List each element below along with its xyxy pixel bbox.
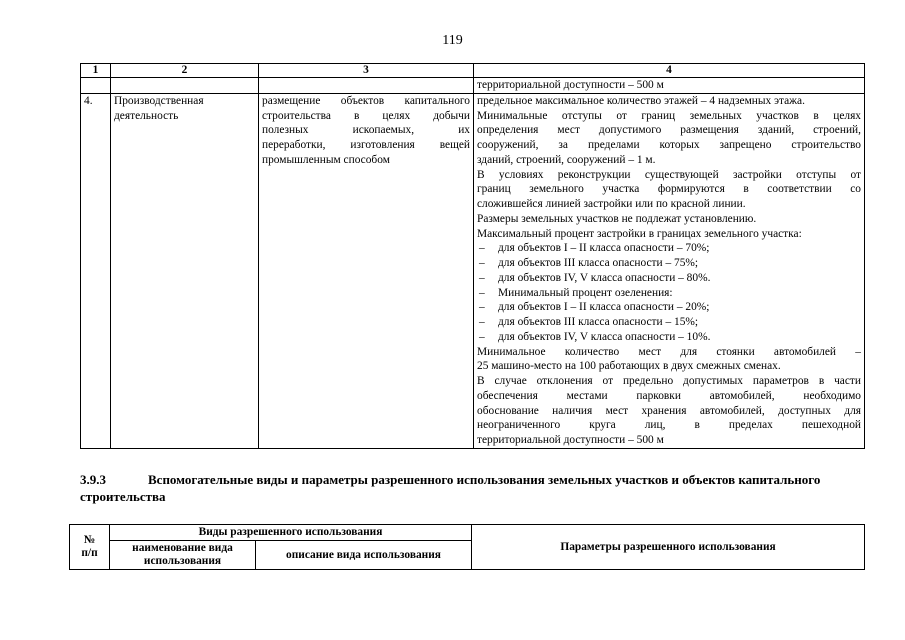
parameter-line: сооружений, за пределами которых запрещено строительство [477,139,861,151]
parameter-line: Минимальные отступы от границ земельных участков в целях [477,109,861,122]
parameter-line: границ земельного участка формируются в соответствии со [477,183,861,196]
column-header-4: 4 [474,64,865,78]
parameter-bullet: – для объектов IV, V класса опасности – 10%. [477,330,861,345]
cell-empty [259,78,474,94]
cell-empty [81,78,111,94]
parameter-bullet: – для объектов IV, V класса опасности – 80%. [477,271,861,286]
row-number: 4. [81,93,111,448]
section-heading [80,471,864,505]
section-number: 3.9.3 [80,472,106,487]
column-header-3: 3 [259,64,474,78]
parameter-bullet: – для объектов I – II класса опасности – 20%; [477,300,861,315]
section-title: Вспомогательные виды и параметры разрешенного использования земельных участков и объектов капитального строительства [80,472,821,504]
description-line: переработки, изготовления вещей [262,139,470,151]
parameter-bullet: – для объектов III класса опасности – 15%; [477,315,861,330]
parameter-line: Максимальный процент застройки в границах земельного участка: [477,227,802,240]
table-row-continued [81,78,865,94]
parameter-line: территориальной доступности – 500 м [477,434,664,446]
parameter-line: обеспечения местами парковки автомобилей, необходимо [477,389,861,402]
parameter-line: зданий, строений, сооружений – 1 м. [477,153,656,166]
description-line: полезных ископаемых, их [262,124,470,137]
parameter-line: В случае отклонения от предельно допустимых параметров в части [477,375,861,387]
parameter-line: обоснование наличия мест хранения автомобилей, доступных для [477,404,861,417]
parameter-line: сложившейся линией застройки или по красной линии. [477,198,746,210]
auxiliary-uses-table-header [69,524,865,570]
parameter-line: Минимальное количество мест для стоянки автомобилей – [477,345,861,358]
parameter-line: неограниченного круга лиц, в пределах пешеходной [477,419,861,432]
parameter-line: Размеры земельных участков не подлежат установлению. [477,212,757,225]
column-header-number: № п/п [70,525,110,570]
use-type-parameters [474,93,865,448]
parameter-bullet: – Минимальный процент озеленения: [477,286,861,301]
parameter-line: определения мест допустимого размещения зданий, строений, [477,124,861,137]
description-line: строительства в целях добычи [262,109,470,122]
column-header-1: 1 [81,64,111,78]
column-header-2: 2 [111,64,259,78]
regulations-table [80,63,865,449]
use-type-name: Производственная деятельность [111,93,259,448]
column-header-description: описание вида использования [256,541,472,570]
description-line: размещение объектов капитального [262,94,470,107]
column-group-header: Виды разрешенного использования [110,525,472,541]
use-type-description [259,93,474,448]
table-row [81,93,865,448]
cell-continued-text: территориальной доступности – 500 м [474,78,865,94]
parameter-line: В условиях реконструкции существующей застройки отступы от [477,168,861,181]
parameter-line: предельное максимальное количество этажей – 4 надземных этажа. [477,94,805,107]
parameter-line: 25 машино-место на 100 работающих в двух смежных сменах. [477,360,781,373]
description-line: промышленным способом [262,153,390,166]
page-number: 119 [442,33,463,48]
parameter-bullet: – для объектов I – II класса опасности – 70%; [477,241,861,256]
parameter-bullet: – для объектов III класса опасности – 75%; [477,256,861,271]
column-header-name: наименование вида использования [110,541,256,570]
table-header-row [70,525,865,541]
column-header-parameters: Параметры разрешенного использования [472,525,865,570]
cell-empty [111,78,259,94]
table-header-row [81,64,865,78]
